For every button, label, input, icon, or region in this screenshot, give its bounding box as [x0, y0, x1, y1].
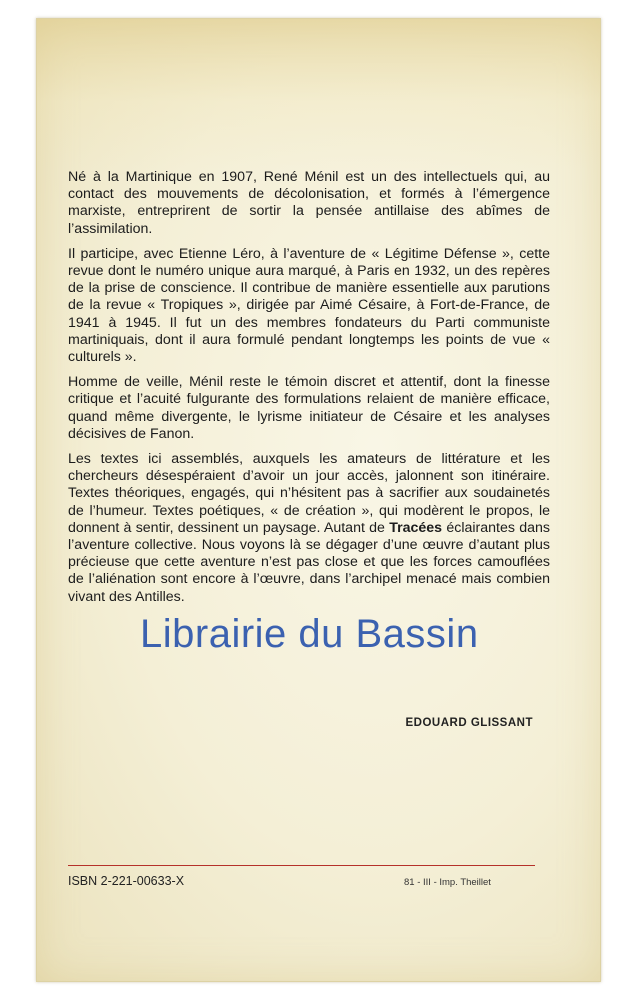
printer-mark: 81 - III - Imp. Theillet — [404, 877, 491, 888]
author-signature: EDOUARD GLISSANT — [405, 717, 533, 729]
paragraph-2: Il participe, avec Etienne Léro, à l’aventure de « Légitime Défense », cette revue dont le numéro unique aura marqué, à Paris en 1932, un des repères de la prise de conscience. Il contribue de manière essentielle aux parutions de la revue « Tropiques », dirigée par Aimé Césaire, à Fort-de-France, de 1941 à 1945. Il fut un des membres fondateurs du Parti communiste martiniquais, dont il aura formulé pendant longtemps les points de vue « culturels ». — [68, 245, 550, 366]
paragraph-4 — [68, 451, 550, 606]
emphasis-tracees: Tracées — [389, 519, 443, 536]
paragraph-1: Né à la Martinique en 1907, René Ménil est un des intellectuels qui, au contact des mouvements de décolonisation, et formés à l’émergence marxiste, entreprirent de sortir la pensée antillaise des abîmes de l’assimilation. — [68, 169, 550, 237]
paragraph-4-end: éclairantes dans l’aventure collective. Nous voyons là se dégager d’une œuvre d’autant plus précieuse que cette aventure n’est pas close et que les forces camouflées de l’aliénation sont encore à l’œuvre, dans l’archipel menacé mais combien vivant des Antilles. — [68, 519, 550, 605]
paragraph-4-start: Les textes ici assemblés, auxquels les amateurs de littérature et les chercheurs désespéraient d’avoir un jour accès, jalonnent son itinéraire. Textes théoriques, engagés, qui n’hésitent pas à sacrifier aux soudainetés de l’humeur. Textes poétiques, « de création », qui modèrent le propos, le donnent à sentir, dessinent un paysage. Autant de — [68, 451, 550, 536]
paper-stain — [37, 19, 600, 169]
isbn-label: ISBN 2-221-00633-X — [68, 874, 185, 888]
red-divider — [68, 865, 535, 866]
watermark-logo: Librairie du Bassin — [140, 612, 479, 656]
paragraph-3: Homme de veille, Ménil reste le témoin discret et attentif, dont la finesse critique et l’acuité fulgurante des formulations relaient de manière efficace, quand même divergente, le lyrisme initiateur de Césaire et les analyses décisives de Fanon. — [68, 374, 550, 442]
cover-blurb — [68, 169, 550, 614]
